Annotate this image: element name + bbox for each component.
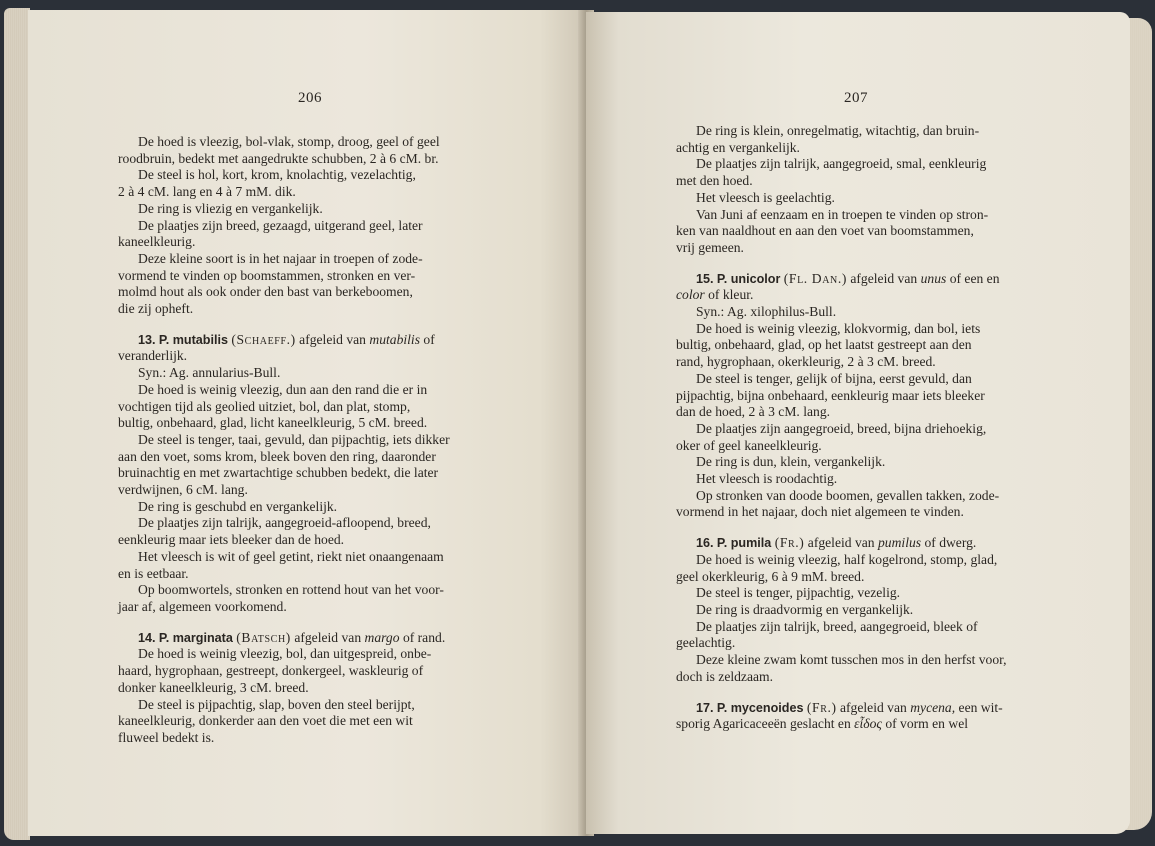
text-line: vormend te vinden op boomstammen, stronken en ver- [118,267,416,283]
text-line: aan den voet, soms krom, bleek boven den ring, daaronder [118,448,436,464]
text-span: afgeleid van [294,629,362,645]
text-line: verdwijnen, 6 cM. lang. [118,482,248,498]
text-line: met den hoed. [676,173,753,189]
left-page-text [118,134,524,747]
text-line: De plaatjes zijn talrijk, aangegroeid, smal, eenkleurig [696,156,987,172]
greek-word: εἶδος [854,716,882,732]
text-line: eenkleurig maar iets bleeker dan de hoed. [118,532,345,548]
species-number: 15. [696,271,714,286]
text-line: Het vleesch is geelachtig. [696,189,835,205]
text-line: fluweel bedekt is. [118,729,215,745]
species-heading-17 [676,700,1034,717]
species-name: P. unicolor [716,271,781,286]
text-line: rand, hygrophaan, okerkleurig, 2 à 3 cM. breed. [676,354,936,370]
species-heading-13 [118,332,524,349]
text-line: vochtigen tijd als geolied uitziet, bol, dan plat, stomp, [118,398,411,414]
text-line: bultig, onbehaard, glad, op het laatst gestreept aan den [676,337,972,353]
text-span: of vorm en wel [885,716,968,732]
text-line: die zij opheft. [118,301,194,317]
text-line: Deze kleine zwam komt tusschen mos in den herfst voor, [696,652,1007,668]
text-line: De ring is klein, onregelmatig, witachtig, dan bruin- [696,123,980,138]
text-line: donker kaneelkleurig, 3 cM. breed. [118,679,309,695]
species-number: 13. [138,332,156,347]
text-line: jaar af, algemeen voorkomend. [118,598,287,614]
species-name: P. marginata [158,630,233,645]
synonym-line: Syn.: Ag. annularius-Bull. [138,365,281,381]
text-line: 2 à 4 cM. lang en 4 à 7 mM. dik. [118,184,296,200]
text-span: afgeleid van [807,535,875,551]
species-name: P. pumila [716,536,772,551]
text-line: De ring is vliezig en vergankelijk. [138,200,323,216]
text-line: De plaatjes zijn breed, gezaagd, uitgerand geel, later [138,217,423,233]
text-line: De ring is dun, klein, vergankelijk. [696,454,886,470]
species-author: (Fr.) [774,535,805,551]
text-line: De hoed is weinig vleezig, half kogelrond, stomp, glad, [696,551,998,567]
text-line: kaneelkleurig, donkerder aan den voet die met een wit [118,713,413,729]
text-line [676,716,1034,733]
species-number: 17. [696,700,714,715]
species-number: 14. [138,630,156,645]
text-line: De steel is hol, kort, krom, knolachtig, vezelachtig, [138,167,416,183]
text-line: De steel is pijpachtig, slap, boven den steel berijpt, [138,696,415,712]
right-page-text [676,123,1034,733]
text-line: De steel is tenger, pijpachtig, vezelig. [696,585,901,601]
text-line: roodbruin, bedekt met aangedrukte schubben, 2 à 6 cM. br. [118,150,439,166]
text-line: ken van naaldhout en aan den voet van boomstammen, [676,223,974,239]
text-line: De hoed is weinig vleezig, bol, dan uitgespreid, onbe- [138,646,432,662]
text-span: of [423,331,435,347]
text-line: De hoed is weinig vleezig, dun aan den rand die er in [138,381,428,397]
text-line: De ring is draadvormig en vergankelijk. [696,601,914,617]
text-line: doch is zeldzaam. [676,668,774,684]
text-line: Van Juni af eenzaam en in troepen te vinden op stron- [696,206,989,222]
species-heading-14 [118,630,524,647]
species-author: (Batsch) [236,629,291,645]
text-line: De hoed is weinig vleezig, klokvormig, dan bol, iets [696,320,981,336]
text-span: afgeleid van [840,699,907,715]
text-span: of een en [949,270,1000,286]
left-page [28,10,584,836]
right-page [586,12,1130,834]
etymology-word: unus [920,270,947,286]
text-line: kaneelkleurig. [118,234,196,250]
text-line: Op stronken van doode boomen, gevallen takken, zode- [696,487,1000,503]
text-line: De plaatjes zijn aangegroeid, breed, bijna driehoekig, [696,420,987,436]
text-line: Het vleesch is wit of geel getint, riekt niet onaangenaam [138,548,444,564]
text-line: dan de hoed, 2 à 3 cM. lang. [676,404,831,420]
synonym-line: Syn.: Ag. xilophilus-Bull. [696,304,837,320]
text-span: een wit- [958,699,1003,715]
text-line: vormend in het najaar, doch niet algemeen te vinden. [676,504,964,520]
text-line: geel okerkleurig, 6 à 9 mM. breed. [676,568,865,584]
text-line: De hoed is vleezig, bol-vlak, stomp, droog, geel of geel [138,134,440,149]
text-line: veranderlijk. [118,348,188,364]
text-line: bruinachtig en met zwartachtige schubben bedekt, die later [118,465,439,481]
species-heading-16 [676,535,1034,552]
text-span: of kleur. [708,287,754,303]
species-name: P. mutabilis [158,332,228,347]
text-line: haard, hygrophaan, gestreept, donkergeel, waskleurig of [118,663,424,679]
species-author: (Fl. Dan.) [783,270,847,286]
text-line: Deze kleine soort is in het najaar in troepen of zode- [138,250,423,266]
text-span: afgeleid van [850,270,918,286]
text-line: De plaatjes zijn talrijk, breed, aangegroeid, bleek of [696,618,978,634]
page-number: 206 [298,90,322,106]
text-span: sporig Agaricaceeën geslacht en [676,716,851,732]
text-line: oker of geel kaneelkleurig. [676,437,822,453]
text-line [676,287,1034,304]
page-number: 207 [844,90,868,106]
text-span: afgeleid van [299,331,366,347]
species-name: P. mycenoides [716,700,804,715]
text-span: of dwerg. [924,535,977,551]
etymology-word: margo [364,629,400,645]
species-number: 16. [696,536,714,551]
text-line: Op boomwortels, stronken en rottend hout van het voor- [138,582,444,598]
text-line: De steel is tenger, taai, gevuld, dan pijpachtig, iets dikker [138,431,450,447]
left-page-edges [4,8,30,840]
text-span: of rand. [402,629,446,645]
text-line: De plaatjes zijn talrijk, aangegroeid-afloopend, breed, [138,515,431,531]
text-line: pijpachtig, bijna onbehaard, eenkleurig maar iets bleeker [676,387,985,403]
text-line: en is eetbaar. [118,565,189,581]
text-line: geelachtig. [676,635,736,651]
etymology-word: color [676,287,705,303]
species-author: (Fr.) [806,699,837,715]
text-line: molmd hout als ook onder den bast van berkeboomen, [118,284,413,300]
etymology-word: mycena, [910,699,956,715]
etymology-word: mutabilis [369,331,420,347]
text-line: achtig en vergankelijk. [676,139,800,155]
text-line: De ring is geschubd en vergankelijk. [138,498,338,514]
species-heading-15 [676,271,1034,288]
text-line: De steel is tenger, gelijk of bijna, eerst gevuld, dan [696,370,972,386]
etymology-word: pumilus [878,535,922,551]
species-author: (Schaeff.) [231,331,296,347]
text-line: Het vleesch is roodachtig. [696,471,838,487]
text-line: bultig, onbehaard, glad, licht kaneelkleurig, 5 cM. breed. [118,415,428,431]
text-line: vrij gemeen. [676,239,744,255]
